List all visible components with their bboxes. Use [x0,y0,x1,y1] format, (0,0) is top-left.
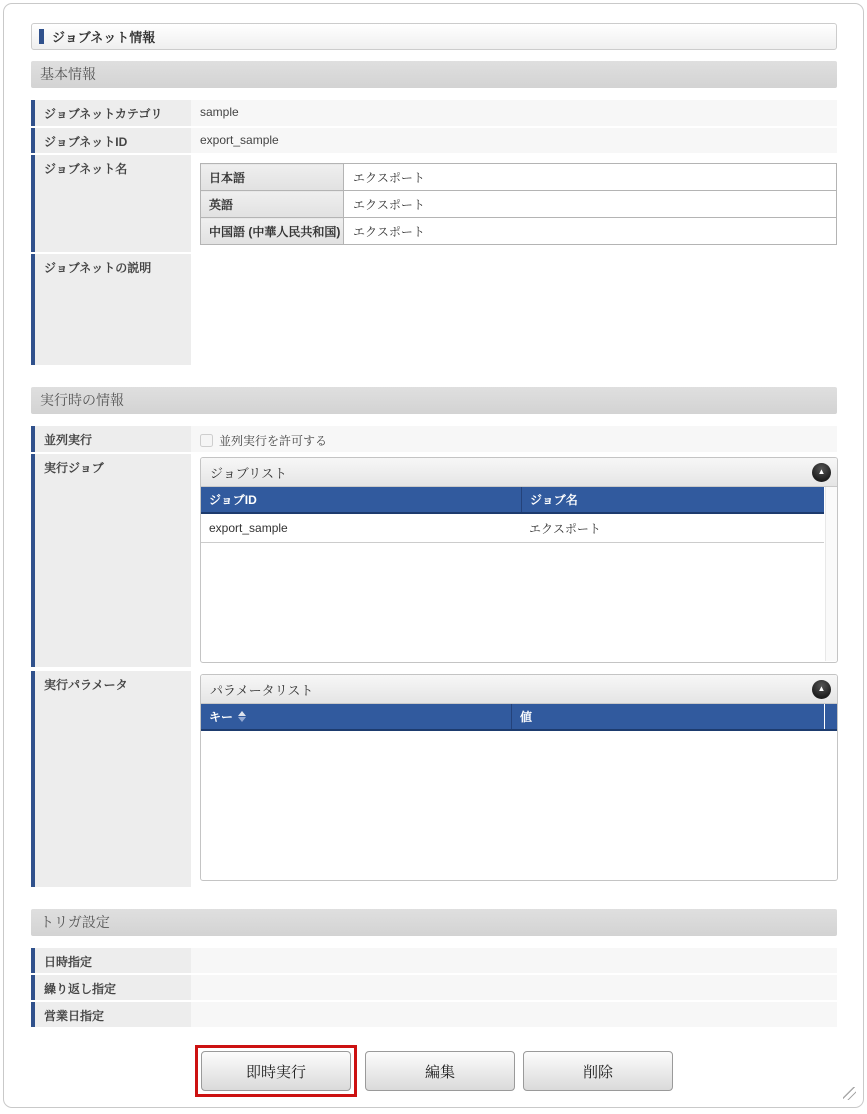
parameter-list-panel [200,674,838,881]
row-datetime-spec [31,948,837,973]
value-businessday-spec [191,1002,837,1027]
execute-now-button[interactable]: 即時実行 [201,1051,351,1091]
edit-button[interactable]: 編集 [365,1051,515,1091]
row-parallel-execution [31,426,837,452]
collapse-panel-icon[interactable]: ▲ [812,680,831,699]
locale-label: 日本語 [201,164,344,191]
column-header-job-id: ジョブID [209,493,257,507]
row-jobnet-category [31,100,837,126]
locale-value: エクスポート [344,164,837,191]
locale-row-english [201,191,837,218]
section-header-basic: 基本情報 [31,61,837,88]
label-jobnet-id: ジョブネットID [31,128,191,153]
parameter-list-panel-header [201,675,837,704]
column-header-job-name: ジョブ名 [530,493,578,507]
value-jobnet-description [191,254,837,365]
row-repeat-spec [31,975,837,1000]
header-scrollbar-filler [825,704,837,729]
label-jobnet-description: ジョブネットの説明 [31,254,191,365]
job-list-panel [200,457,838,663]
job-list-panel-body [201,487,837,661]
collapse-panel-icon[interactable]: ▲ [812,463,831,482]
job-table-row[interactable] [201,514,824,543]
value-jobnet-id: export_sample [191,128,837,153]
row-execution-parameters [31,671,837,887]
job-name-cell: エクスポート [529,521,601,536]
red-highlight-annotation [195,1045,357,1097]
column-header-key-label: キー [209,710,234,724]
value-jobnet-category: sample [191,100,837,126]
action-button-row [31,1045,837,1097]
label-jobnet-name: ジョブネット名 [31,155,191,252]
label-repeat-spec: 繰り返し指定 [31,975,191,1000]
page-title-bar [31,23,837,50]
row-execution-jobs [31,454,837,667]
value-datetime-spec [191,948,837,973]
label-execution-parameters: 実行パラメータ [31,671,191,887]
title-accent-bar [39,29,44,44]
row-jobnet-id [31,128,837,153]
parameter-table-header [201,704,837,731]
locale-label: 中国語 (中華人民共和国) [201,218,344,245]
column-header-value: 値 [520,710,533,724]
label-datetime-spec: 日時指定 [31,948,191,973]
delete-button[interactable]: 削除 [523,1051,673,1091]
locale-label: 英語 [201,191,344,218]
locale-row-japanese [201,164,837,191]
scrollbar-track[interactable] [825,487,837,661]
value-execution-parameters [191,671,838,887]
locale-value: エクスポート [344,218,837,245]
jobnet-detail-page [3,3,864,1108]
label-parallel-execution: 並列実行 [31,426,191,452]
page-title: ジョブネット情報 [52,30,156,45]
sort-asc-icon [238,711,246,716]
parallel-execution-checkbox[interactable] [200,434,213,447]
parameter-list-panel-title: パラメータリスト [210,682,314,698]
value-parallel-execution [191,426,837,452]
label-execution-jobs: 実行ジョブ [31,454,191,667]
value-execution-jobs [191,454,838,667]
parallel-execution-checkbox-label: 並列実行を許可する [219,434,328,448]
label-jobnet-category: ジョブネットカテゴリ [31,100,191,126]
column-header-key[interactable] [201,704,511,729]
jobnet-name-locale-table [200,163,837,245]
job-table-header [201,487,824,514]
job-id-cell: export_sample [209,521,288,535]
label-businessday-spec: 営業日指定 [31,1002,191,1027]
parameter-list-panel-body [201,704,837,879]
jobnet-description-textarea[interactable] [200,261,837,365]
value-jobnet-name [191,155,837,252]
row-businessday-spec [31,1002,837,1027]
sort-desc-icon [238,717,246,722]
section-header-runtime: 実行時の情報 [31,387,837,414]
row-jobnet-description [31,254,837,365]
job-list-panel-title: ジョブリスト [210,465,287,481]
locale-value: エクスポート [344,191,837,218]
row-jobnet-name [31,155,837,252]
job-list-panel-header [201,458,837,487]
textarea-resize-grip-icon[interactable] [843,1087,856,1100]
section-header-trigger: トリガ設定 [31,909,837,936]
sort-arrows-icon[interactable] [238,711,246,722]
locale-row-chinese [201,218,837,245]
value-repeat-spec [191,975,837,1000]
